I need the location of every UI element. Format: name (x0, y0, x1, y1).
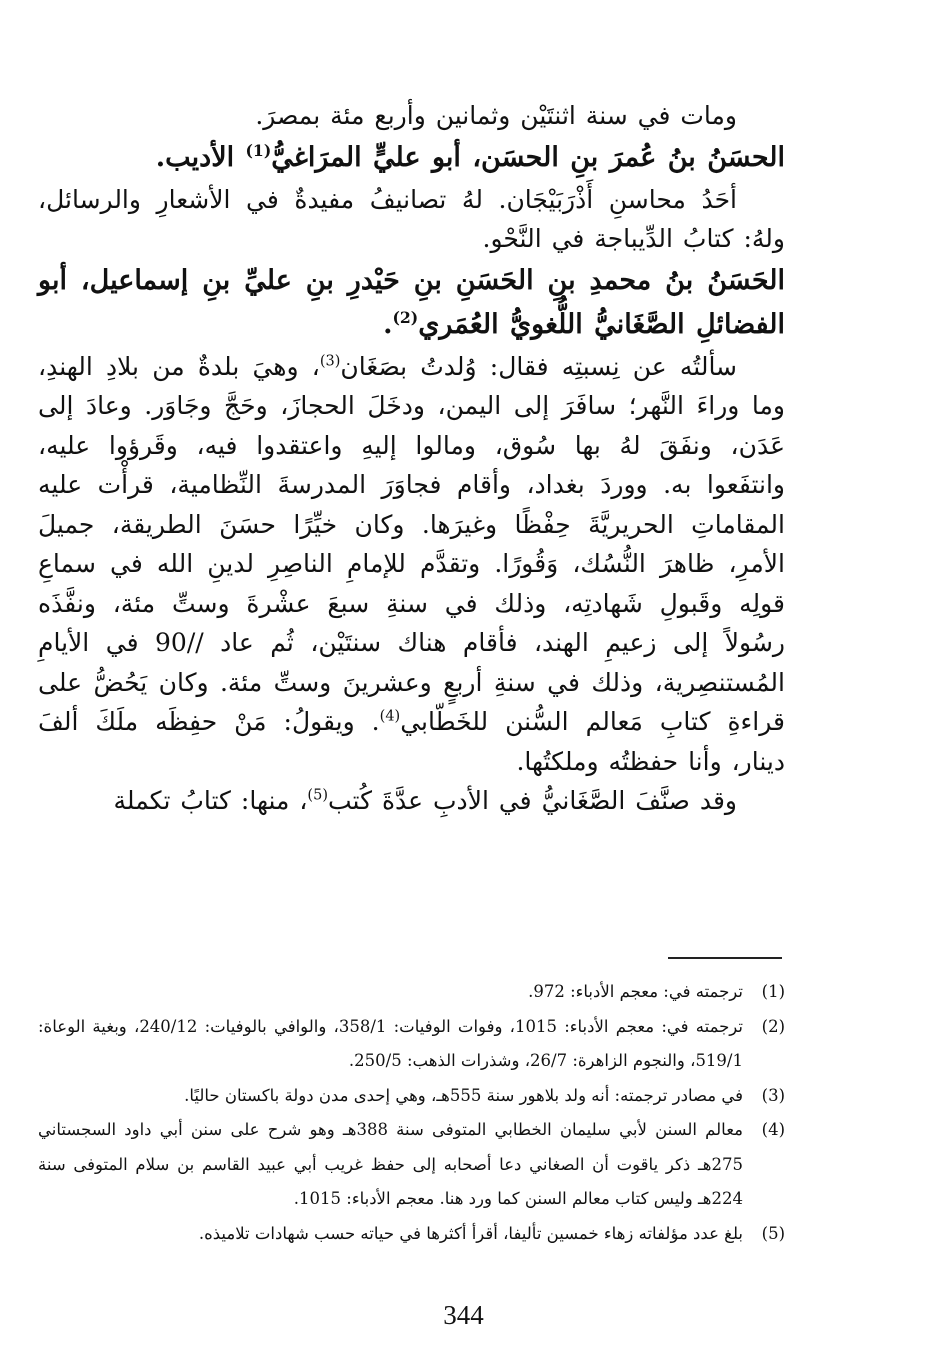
entry-heading-saghani (38, 259, 785, 347)
entry-heading-maraghi (38, 136, 785, 180)
footnote-ref-3[interactable]: (3) (319, 353, 341, 370)
footnote-3 (38, 1079, 785, 1114)
paragraph-text-continued: ، وهيَ بلدةٌ من بلادِ الهندِ، وما وراءَ النَّهر؛ سافَرَ إلى اليمن، ودخَلَ الحجازَ، وحَجَّ وجَاوَر. وعادَ إلى عَدَن، ونفَقَ لهُ بها سُوق، ومالوا إليهِ واعتقدوا فيه، وقَرؤوا عليه، وانتفَعوا به. ووردَ بغداد، وأقام فجاوَرَ المدرسةَ النِّظامية، قرأْت عليه المقاماتِ الحريريَّةَ حِفْظًا وغيرَها. وكان خيِّرًا حسَنَ الطريقة، جميلَ الأمرِ، ظاهرَ النُّسُك، وَقُورًا. وتقدَّم للإمامِ الناصِرِ لدينِ الله في سماعِ قولِه وقَبولِ شَهادتِه، وذلك في سنةِ سبعَ عشْرةَ وستِّ مئة، ونفَّذَه رسُولاً إلى زعيمِ الهند، فأقام هناك سنتَيْن، ثُم عاد //90 في الأيامِ المُستنصِرية، وذلك في سنةِ أربعٍ وعشرينَ وستِّ مئة. وكان يَحُضُّ على قراءةِ كتابِ مَعالم السُّنن للخَطّابي (38, 351, 785, 736)
footnote-text: ترجمته في: معجم الأدباء: 1015، وفوات الوفيات: 358/1، والوافي بالوفيات: 240/12، وبغية الوعاة: 519/1، والنجوم الزاهرة: 26/7، وشذرات الذهب: 250/5. (38, 1016, 744, 1070)
paragraph-saghani-works (38, 781, 785, 821)
main-text (38, 96, 785, 821)
paragraph-text-end: . ويقولُ: مَنْ حفِظَه ملَكَ ألفَ دينار، وأنا حفظتُه وملكتُها. (38, 707, 785, 776)
footnote-2 (38, 1010, 785, 1079)
footnote-text: في مصادر ترجمته: أنه ولد بلاهور سنة 555هـ، وهي إحدى مدن دولة باكستان حاليًا. (184, 1085, 743, 1105)
footnote-number: (4) (761, 1120, 785, 1139)
footnote-number: (3) (761, 1085, 785, 1105)
paragraph-death-note: ومات في سنة اثنتَيْن وثمانين وأربع مئة بمصرَ. (255, 101, 737, 130)
heading-suffix: . (383, 308, 393, 340)
paragraph-saghani-bio (38, 347, 785, 782)
footnote-1 (38, 975, 785, 1010)
footnote-ref-5[interactable]: (5) (307, 787, 328, 804)
footnote-5 (38, 1217, 785, 1252)
heading-name: الحَسَنُ بنُ محمدِ بنِ الحَسَنِ بنِ حَيْدرِ بنِ عليِّ بنِ إسماعيل، أبو الفضائلِ الصَّغَانيُّ اللُّغويُّ العُمَري (38, 264, 785, 340)
footnotes (38, 975, 785, 1251)
footnote-separator (668, 957, 782, 959)
footnote-text: معالم السنن لأبي سليمان الخطابي المتوفى سنة 388هـ وهو شرح على سنن أبي داود السجستاني 275هـ ذكر ياقوت أن الصغاني دعا أصحابه إلى حفظ غريب أبي عبيد القاسم بن سلام المتوفى سنة 224هـ وليس كتاب معالم السنن كما ورد هنا. معجم الأدباء: 1015. (38, 1120, 743, 1208)
paragraph-text: سألتُه عن نِسبتِه فقال: وُلدتُ بصَغَان (340, 351, 738, 381)
paragraph-text-continued: ، منها: كتابُ تكملة (113, 786, 308, 815)
footnote-number: (2) (761, 1016, 785, 1036)
footnote-text: ترجمته في: معجم الأدباء: 972. (528, 982, 743, 1001)
footnote-ref-2[interactable]: (2) (392, 307, 419, 327)
heading-suffix: الأديب. (155, 141, 246, 173)
footnote-number: (1) (761, 982, 785, 1001)
page-number: 344 (443, 1300, 484, 1330)
heading-name: الحسَنُ بنُ عُمرَ بنِ الحسَن، أبو عليٍّ المرَاغيُّ (271, 141, 785, 173)
paragraph-maraghi-bio: أحَدُ محاسنِ أَذْرَبَيْجَان. لهُ تصانيفُ مفيدةٌ في الأشعارِ والرسائل، ولهُ: كتابُ الدِّيباجة في النَّحْو. (38, 184, 785, 253)
footnote-ref-1[interactable]: (1) (245, 140, 272, 160)
footnote-number: (5) (761, 1223, 785, 1243)
paragraph-text: وقد صنَّفَ الصَّغَانيُّ في الأدبِ عدَّةَ كُتب (328, 786, 737, 815)
footnote-text: بلغ عدد مؤلفاته زهاء خمسين تأليفا، أقرأ أكثرها في حياته حسب شهادات تلاميذه. (198, 1223, 743, 1243)
footnote-4 (38, 1113, 785, 1217)
footnote-ref-4[interactable]: (4) (379, 708, 401, 725)
